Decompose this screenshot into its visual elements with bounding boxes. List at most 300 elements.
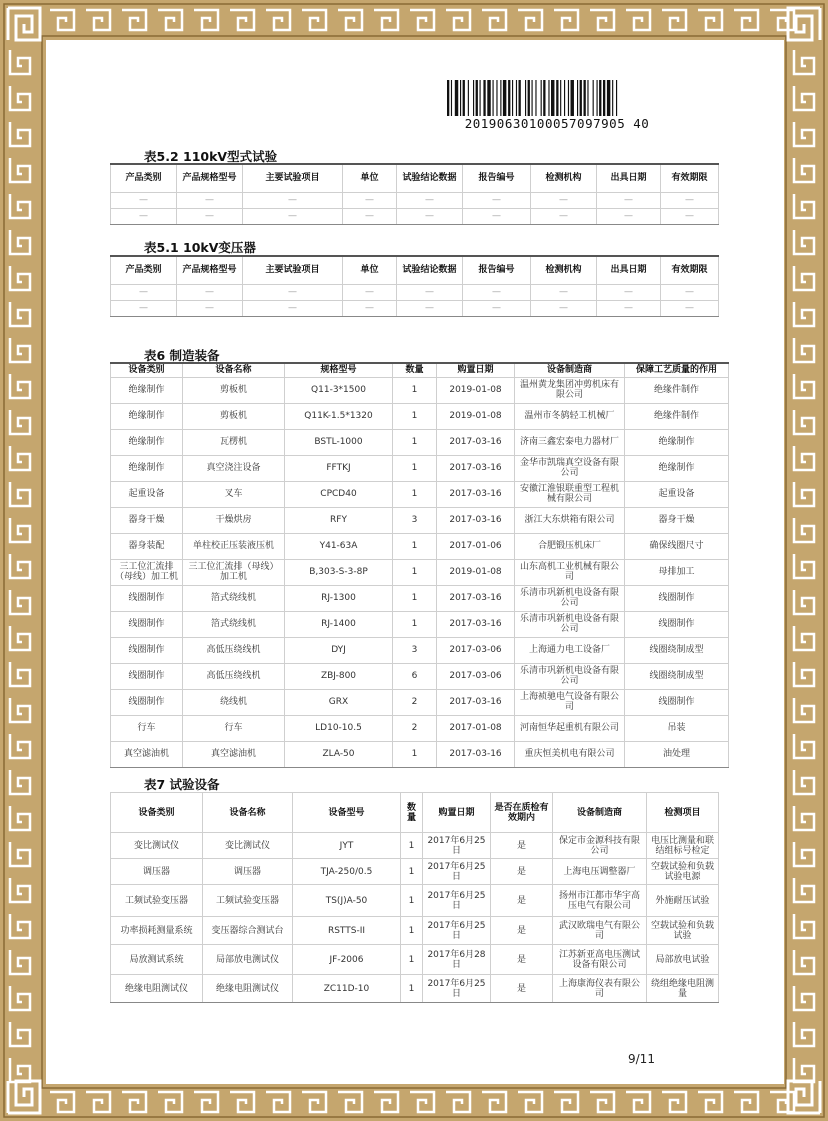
table-cell: RFY bbox=[285, 507, 393, 533]
table-cell: 2017-03-16 bbox=[437, 429, 515, 455]
table-cell: 是 bbox=[491, 945, 553, 975]
barcode-bar bbox=[616, 80, 617, 116]
column-header: 出具日期 bbox=[597, 164, 661, 192]
table-cell: 线圈制作 bbox=[111, 663, 183, 689]
table-cell: 绝缘制作 bbox=[111, 403, 183, 429]
barcode-bar bbox=[541, 80, 542, 116]
table-row bbox=[111, 559, 729, 585]
barcode-bar bbox=[455, 80, 458, 116]
column-header: 主要试验项目 bbox=[243, 164, 343, 192]
table-cell: — bbox=[397, 208, 463, 224]
table7-title: 表7 试验设备 bbox=[144, 777, 220, 792]
fret-band-bottom bbox=[518, 1092, 542, 1112]
fret-band-bottom bbox=[734, 1092, 758, 1112]
table-cell: 保定市金源科技有限公司 bbox=[553, 833, 647, 859]
table-cell: 河南恒华起重机有限公司 bbox=[515, 715, 625, 741]
barcode-bar bbox=[556, 80, 558, 116]
barcode-bar bbox=[580, 80, 582, 116]
fret-band-left bbox=[10, 878, 30, 902]
barcode-bar bbox=[503, 80, 506, 116]
barcode-bar bbox=[493, 80, 494, 116]
fret-band-right bbox=[794, 266, 814, 290]
table6-title: 表6 制造装备 bbox=[144, 348, 220, 363]
table-row bbox=[111, 945, 719, 975]
table-row bbox=[111, 689, 729, 715]
fret-band-top bbox=[338, 10, 362, 30]
table-cell: RJ-1400 bbox=[285, 611, 393, 637]
fret-band-top bbox=[590, 10, 614, 30]
fret-band-right bbox=[794, 806, 814, 830]
table-cell: 真空滤油机 bbox=[183, 741, 285, 767]
table-cell: 外施耐压试验 bbox=[647, 885, 719, 917]
table-cell: 2017年6月25日 bbox=[423, 975, 491, 1003]
fret-band-left bbox=[10, 590, 30, 614]
fret-band-right bbox=[794, 338, 814, 362]
table-cell: — bbox=[243, 300, 343, 316]
barcode-bar bbox=[473, 80, 474, 116]
barcode-bar bbox=[487, 80, 490, 116]
table-row bbox=[111, 455, 729, 481]
barcode-bar bbox=[548, 80, 549, 116]
barcode-bar bbox=[593, 80, 594, 116]
table-cell: 1 bbox=[401, 885, 423, 917]
table-header-row bbox=[111, 363, 729, 377]
table-cell: 调压器 bbox=[203, 859, 293, 885]
barcode-bar bbox=[597, 80, 598, 116]
table-cell: 重庆恒美机电有限公司 bbox=[515, 741, 625, 767]
fret-band-bottom bbox=[374, 1092, 398, 1112]
table-cell: 高低压绕线机 bbox=[183, 637, 285, 663]
fret-band-bottom bbox=[50, 1092, 74, 1112]
table-row bbox=[111, 715, 729, 741]
column-header: 产品类别 bbox=[111, 164, 177, 192]
fret-band-bottom bbox=[626, 1092, 650, 1112]
table-cell: 2019-01-08 bbox=[437, 559, 515, 585]
fret-band-right bbox=[794, 662, 814, 686]
fret-band-bottom bbox=[554, 1092, 578, 1112]
table-row bbox=[111, 833, 719, 859]
fret-band-bottom bbox=[338, 1092, 362, 1112]
table-cell: 器身干燥 bbox=[111, 507, 183, 533]
fret-band-left bbox=[10, 266, 30, 290]
table-cell: 乐清市巩新机电设备有限公司 bbox=[515, 611, 625, 637]
barcode-bar bbox=[476, 80, 478, 116]
fret-band-left bbox=[10, 1022, 30, 1046]
fret-band-top bbox=[122, 10, 146, 30]
table-cell: DYJ bbox=[285, 637, 393, 663]
column-header: 设备名称 bbox=[183, 363, 285, 377]
table-header-row bbox=[111, 164, 719, 192]
table-cell: 1 bbox=[393, 377, 437, 403]
fret-band-left bbox=[10, 518, 30, 542]
fret-band-right bbox=[794, 770, 814, 794]
table-cell: 武汉欧瑞电气有限公司 bbox=[553, 917, 647, 945]
table-cell: 温州市冬鸫轻工机械厂 bbox=[515, 403, 625, 429]
table-cell: B,303-S-3-8P bbox=[285, 559, 393, 585]
barcode-bar bbox=[568, 80, 569, 116]
column-header: 设备制造商 bbox=[553, 793, 647, 833]
fret-band-bottom bbox=[194, 1092, 218, 1112]
table-cell: 剪板机 bbox=[183, 377, 285, 403]
table-cell: 是 bbox=[491, 885, 553, 917]
barcode-bar bbox=[516, 80, 517, 116]
barcode-bar bbox=[447, 80, 449, 116]
table-row bbox=[111, 403, 729, 429]
table-cell: 线圈制作 bbox=[111, 585, 183, 611]
table-cell: 上海通力电工设备厂 bbox=[515, 637, 625, 663]
fret-band-right bbox=[794, 1022, 814, 1046]
table-cell: 工频试验变压器 bbox=[111, 885, 203, 917]
table-cell: 2017-03-16 bbox=[437, 741, 515, 767]
table-cell: 起重设备 bbox=[625, 481, 729, 507]
table-cell: — bbox=[397, 284, 463, 300]
table-cell: 局部放电测试仪 bbox=[203, 945, 293, 975]
table-cell: 变压器综合测试台 bbox=[203, 917, 293, 945]
table-cell: 空载试验和负载试验电源 bbox=[647, 859, 719, 885]
fret-band-right bbox=[794, 734, 814, 758]
table-cell: — bbox=[177, 300, 243, 316]
table-cell: 单柱校正压装液压机 bbox=[183, 533, 285, 559]
fret-band-left bbox=[10, 122, 30, 146]
table-cell: 是 bbox=[491, 917, 553, 945]
page-number: 9/11 bbox=[628, 1052, 655, 1066]
fret-band-left bbox=[10, 338, 30, 362]
column-header: 检测机构 bbox=[531, 164, 597, 192]
fret-band-left bbox=[10, 302, 30, 326]
column-header: 数量 bbox=[393, 363, 437, 377]
fret-band-bottom bbox=[410, 1092, 434, 1112]
table-cell: 绝缘制作 bbox=[111, 429, 183, 455]
table-cell: 真空滤油机 bbox=[111, 741, 183, 767]
column-header: 试验结论数据 bbox=[397, 164, 463, 192]
fret-band-left bbox=[10, 410, 30, 434]
fret-band-bottom bbox=[158, 1092, 182, 1112]
column-header: 报告编号 bbox=[463, 164, 531, 192]
fret-band-left bbox=[10, 50, 30, 74]
table-cell: JYT bbox=[293, 833, 401, 859]
table-cell: 2017年6月25日 bbox=[423, 833, 491, 859]
table-row bbox=[111, 637, 729, 663]
table-cell: 2017-03-16 bbox=[437, 507, 515, 533]
table-cell: 行车 bbox=[111, 715, 183, 741]
fret-band-right bbox=[794, 86, 814, 110]
table-cell: 线圈制作 bbox=[625, 689, 729, 715]
table-cell: — bbox=[597, 284, 661, 300]
fret-band-top bbox=[194, 10, 218, 30]
barcode-bar bbox=[500, 80, 501, 116]
fret-band-bottom bbox=[698, 1092, 722, 1112]
table-row bbox=[111, 284, 719, 300]
table-cell: 绝缘制作 bbox=[625, 455, 729, 481]
table-cell: 器身干燥 bbox=[625, 507, 729, 533]
table-cell: RJ-1300 bbox=[285, 585, 393, 611]
table-cell: — bbox=[111, 284, 177, 300]
barcode-bar bbox=[560, 80, 561, 116]
barcode-bar bbox=[603, 80, 605, 116]
column-header: 保障工艺质量的作用 bbox=[625, 363, 729, 377]
table-row bbox=[111, 741, 729, 767]
barcode-bar bbox=[571, 80, 574, 116]
table-cell: 油处理 bbox=[625, 741, 729, 767]
table-cell: 剪板机 bbox=[183, 403, 285, 429]
table-cell: — bbox=[243, 192, 343, 208]
table-cell: 3 bbox=[393, 507, 437, 533]
table-cell: BSTL-1000 bbox=[285, 429, 393, 455]
table-cell: 上海康海仪表有限公司 bbox=[553, 975, 647, 1003]
table-cell: 绝缘制作 bbox=[111, 377, 183, 403]
table-10kv-transformer bbox=[110, 255, 719, 317]
fret-band-bottom bbox=[302, 1092, 326, 1112]
table-cell: 2017-03-16 bbox=[437, 481, 515, 507]
table-cell: 绝缘件制作 bbox=[625, 403, 729, 429]
table-cell: — bbox=[243, 208, 343, 224]
barcode-bar bbox=[463, 80, 465, 116]
fret-band-left bbox=[10, 1058, 30, 1082]
table-cell: 1 bbox=[393, 559, 437, 585]
table-cell: 线圈制作 bbox=[111, 689, 183, 715]
table-cell: 2017-03-16 bbox=[437, 455, 515, 481]
table-cell: 2019-01-08 bbox=[437, 377, 515, 403]
column-header: 产品规格型号 bbox=[177, 164, 243, 192]
fret-band-left bbox=[10, 806, 30, 830]
column-header: 出具日期 bbox=[597, 256, 661, 284]
table-cell: 合肥锻压机床厂 bbox=[515, 533, 625, 559]
table-cell: 绝缘件制作 bbox=[625, 377, 729, 403]
fret-band-right bbox=[794, 590, 814, 614]
fret-band-right bbox=[794, 446, 814, 470]
fret-band-top bbox=[410, 10, 434, 30]
column-header: 设备名称 bbox=[203, 793, 293, 833]
fret-band-right bbox=[794, 878, 814, 902]
column-header: 购置日期 bbox=[437, 363, 515, 377]
table-cell: 局部放电试验 bbox=[647, 945, 719, 975]
table-cell: 线圈制作 bbox=[111, 637, 183, 663]
column-header: 试验结论数据 bbox=[397, 256, 463, 284]
table-cell: JF-2006 bbox=[293, 945, 401, 975]
fret-band-top bbox=[554, 10, 578, 30]
table-cell: TS(J)A-50 bbox=[293, 885, 401, 917]
table-manufacturing-equipment bbox=[110, 362, 729, 768]
table-cell: 1 bbox=[401, 917, 423, 945]
table-cell: 功率损耗测量系统 bbox=[111, 917, 203, 945]
fret-band-right bbox=[794, 374, 814, 398]
table-cell: 1 bbox=[393, 455, 437, 481]
table-cell: 2017-03-06 bbox=[437, 637, 515, 663]
table-row bbox=[111, 859, 719, 885]
table-cell: 乐清市巩新机电设备有限公司 bbox=[515, 663, 625, 689]
barcode-image bbox=[447, 80, 667, 116]
table-cell: 金华市凯瑞真空设备有限公司 bbox=[515, 455, 625, 481]
table-cell: 绝缘电阻测试仪 bbox=[203, 975, 293, 1003]
table-cell: 行车 bbox=[183, 715, 285, 741]
table-cell: — bbox=[177, 208, 243, 224]
table-cell: 1 bbox=[401, 975, 423, 1003]
table-cell: 是 bbox=[491, 859, 553, 885]
table-cell: 1 bbox=[401, 859, 423, 885]
table-cell: 1 bbox=[393, 585, 437, 611]
table-header-row bbox=[111, 793, 719, 833]
table-cell: 叉车 bbox=[183, 481, 285, 507]
fret-band-bottom bbox=[122, 1092, 146, 1112]
table-cell: — bbox=[661, 300, 719, 316]
table-cell: — bbox=[661, 284, 719, 300]
table-cell: 江苏新亚高电压测试设备有限公司 bbox=[553, 945, 647, 975]
table-cell: 瓦楞机 bbox=[183, 429, 285, 455]
column-header: 单位 bbox=[343, 256, 397, 284]
table-cell: 是 bbox=[491, 833, 553, 859]
barcode-bar bbox=[460, 80, 461, 116]
column-header: 产品类别 bbox=[111, 256, 177, 284]
fret-band-bottom bbox=[482, 1092, 506, 1112]
fret-band-right bbox=[794, 194, 814, 218]
table-cell: ZC11D-10 bbox=[293, 975, 401, 1003]
table-cell: — bbox=[111, 208, 177, 224]
table-cell: — bbox=[531, 208, 597, 224]
table-cell: 山东高机工业机械有限公司 bbox=[515, 559, 625, 585]
table-cell: 确保线圈尺寸 bbox=[625, 533, 729, 559]
table-cell: 是 bbox=[491, 975, 553, 1003]
fret-band-right bbox=[794, 518, 814, 542]
table-cell: 2017年6月25日 bbox=[423, 917, 491, 945]
fret-band-top bbox=[158, 10, 182, 30]
fret-band-right bbox=[794, 1058, 814, 1082]
fret-band-right bbox=[794, 950, 814, 974]
table-cell: 2017-03-16 bbox=[437, 585, 515, 611]
fret-band-bottom bbox=[446, 1092, 470, 1112]
fret-band-right bbox=[794, 410, 814, 434]
fret-band-left bbox=[10, 950, 30, 974]
fret-band-left bbox=[10, 842, 30, 866]
table-cell: 1 bbox=[393, 611, 437, 637]
barcode-bar bbox=[535, 80, 536, 116]
table-cell: GRX bbox=[285, 689, 393, 715]
fret-band-right bbox=[794, 122, 814, 146]
table-cell: 2017-03-16 bbox=[437, 689, 515, 715]
table-test-equipment bbox=[110, 792, 719, 1003]
barcode-bar bbox=[525, 80, 526, 116]
fret-band-right bbox=[794, 986, 814, 1010]
fret-band-bottom bbox=[590, 1092, 614, 1112]
table-cell: 绝缘制作 bbox=[111, 455, 183, 481]
table51-title: 表5.1 10kV变压器 bbox=[144, 240, 256, 255]
fret-band-right bbox=[794, 626, 814, 650]
table-cell: 变比测试仪 bbox=[111, 833, 203, 859]
table-cell: 2 bbox=[393, 715, 437, 741]
table-cell: 上海电压调整器厂 bbox=[553, 859, 647, 885]
fret-band-right bbox=[794, 302, 814, 326]
table-cell: — bbox=[597, 208, 661, 224]
table-cell: 绕组绝缘电阻测量 bbox=[647, 975, 719, 1003]
table-cell: 1 bbox=[401, 833, 423, 859]
table-row bbox=[111, 611, 729, 637]
table-cell: 线圈绕制成型 bbox=[625, 663, 729, 689]
table-cell: 器身装配 bbox=[111, 533, 183, 559]
fret-band-top bbox=[302, 10, 326, 30]
corner-fret-top-left bbox=[8, 8, 40, 40]
table52-title: 表5.2 110kV型式试验 bbox=[144, 149, 278, 164]
table-row bbox=[111, 533, 729, 559]
barcode-bar bbox=[483, 80, 485, 116]
table-cell: 高低压绕线机 bbox=[183, 663, 285, 689]
table-cell: — bbox=[111, 192, 177, 208]
table-cell: 调压器 bbox=[111, 859, 203, 885]
table-row bbox=[111, 300, 719, 316]
fret-band-top bbox=[50, 10, 74, 30]
fret-band-left bbox=[10, 446, 30, 470]
barcode-bar bbox=[607, 80, 610, 116]
fret-band-right bbox=[794, 230, 814, 254]
table-cell: — bbox=[343, 284, 397, 300]
barcode-bar bbox=[528, 80, 530, 116]
fret-band-top bbox=[446, 10, 470, 30]
fret-band-top bbox=[770, 10, 794, 30]
fret-band-left bbox=[10, 374, 30, 398]
fret-band-top bbox=[662, 10, 686, 30]
fret-band-top bbox=[266, 10, 290, 30]
fret-band-left bbox=[10, 158, 30, 182]
table-cell: 3 bbox=[393, 637, 437, 663]
column-header: 设备类别 bbox=[111, 363, 183, 377]
fret-band-bottom bbox=[230, 1092, 254, 1112]
table-cell: Y41-63A bbox=[285, 533, 393, 559]
column-header: 有效期限 bbox=[661, 164, 719, 192]
table-cell: — bbox=[243, 284, 343, 300]
fret-band-left bbox=[10, 482, 30, 506]
fret-band-bottom bbox=[770, 1092, 794, 1112]
table-cell: 变比测试仪 bbox=[203, 833, 293, 859]
table-cell: 2017年6月25日 bbox=[423, 859, 491, 885]
barcode-bar bbox=[577, 80, 578, 116]
table-cell: — bbox=[597, 300, 661, 316]
barcode-number: 20190630100057097905 40 bbox=[464, 116, 650, 131]
fret-band-right bbox=[794, 698, 814, 722]
fret-band-left bbox=[10, 194, 30, 218]
table-cell: 工频试验变压器 bbox=[203, 885, 293, 917]
barcode-bar bbox=[599, 80, 601, 116]
barcode-bar bbox=[564, 80, 565, 116]
table-cell: 1 bbox=[393, 741, 437, 767]
barcode-bar bbox=[468, 80, 469, 116]
fret-band-top bbox=[698, 10, 722, 30]
table-cell: — bbox=[177, 192, 243, 208]
fret-band-left bbox=[10, 914, 30, 938]
table-cell: 2017-03-06 bbox=[437, 663, 515, 689]
table-cell: 空载试验和负载试验 bbox=[647, 917, 719, 945]
barcode-bar bbox=[512, 80, 513, 116]
table-cell: ZLA-50 bbox=[285, 741, 393, 767]
table-cell: — bbox=[661, 208, 719, 224]
fret-band-left bbox=[10, 230, 30, 254]
table-cell: 2017-01-08 bbox=[437, 715, 515, 741]
table-row bbox=[111, 208, 719, 224]
table-cell: 箔式绕线机 bbox=[183, 585, 285, 611]
table-110kv-type-test bbox=[110, 163, 719, 225]
column-header: 检测项目 bbox=[647, 793, 719, 833]
table-cell: — bbox=[531, 192, 597, 208]
table-cell: 2 bbox=[393, 689, 437, 715]
table-cell: 1 bbox=[393, 481, 437, 507]
table-cell: — bbox=[531, 300, 597, 316]
table-cell: 济南三鑫宏泰电力器材厂 bbox=[515, 429, 625, 455]
fret-band-right bbox=[794, 842, 814, 866]
table-row bbox=[111, 663, 729, 689]
table-cell: 温州黄龙集团冲剪机床有限公司 bbox=[515, 377, 625, 403]
table-cell: — bbox=[343, 300, 397, 316]
column-header: 有效期限 bbox=[661, 256, 719, 284]
table-row bbox=[111, 481, 729, 507]
fret-band-right bbox=[794, 482, 814, 506]
column-header: 设备制造商 bbox=[515, 363, 625, 377]
